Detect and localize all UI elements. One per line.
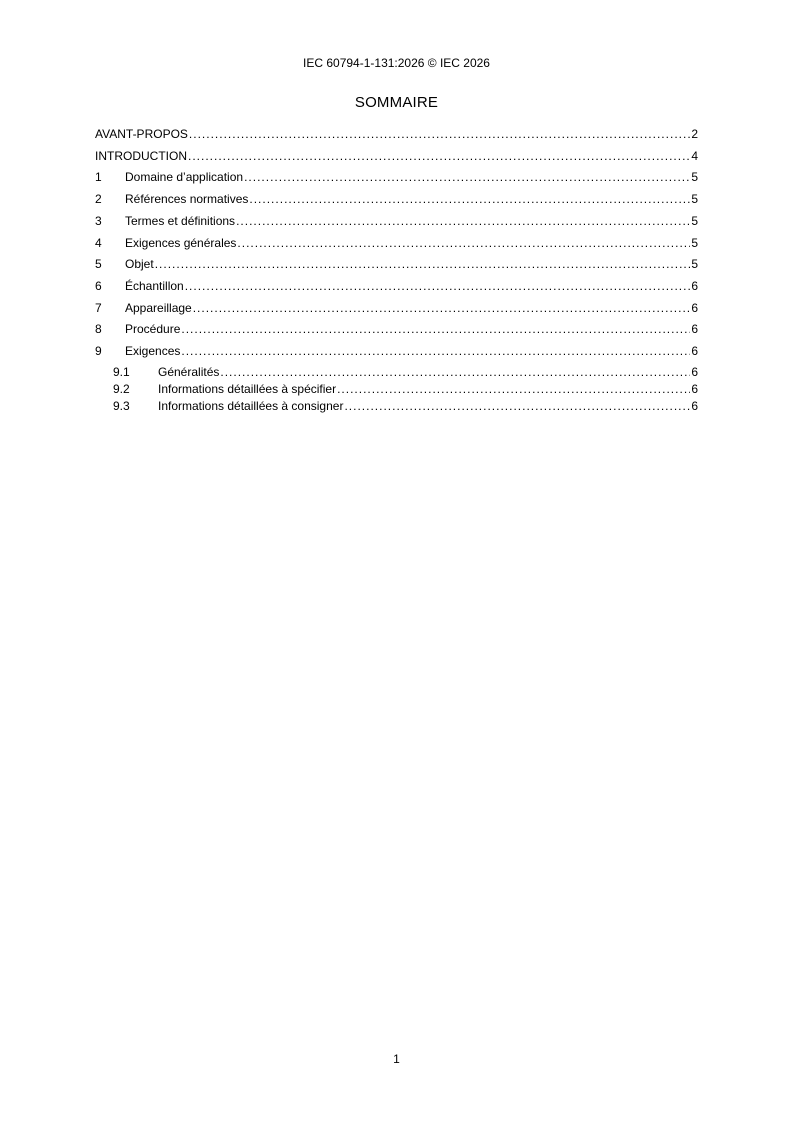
toc-clause-number: 9 xyxy=(95,344,102,359)
toc-label: Références normatives xyxy=(125,192,249,207)
toc-leader-dots xyxy=(237,233,690,255)
toc-page-number: 6 xyxy=(691,364,698,379)
toc-leader-dots xyxy=(188,146,690,168)
toc-page-number: 6 xyxy=(691,398,698,413)
toc-page-number: 2 xyxy=(691,127,698,141)
toc-label: Procédure xyxy=(125,322,181,337)
toc-page-number: 6 xyxy=(691,278,698,293)
toc-label: Généralités xyxy=(158,364,220,379)
document-header: IEC 60794-1-131:2026 © IEC 2026 xyxy=(303,56,490,70)
toc-page-number: 6 xyxy=(691,300,698,315)
toc-page-number: 4 xyxy=(691,148,698,163)
toc-label: Objet xyxy=(125,257,154,272)
toc-entry-clause-1[interactable] xyxy=(95,167,698,189)
toc-leader-dots xyxy=(155,254,691,276)
toc-entry-clause-5[interactable] xyxy=(95,254,698,276)
toc-leader-dots xyxy=(189,124,690,146)
toc-leader-dots xyxy=(236,211,690,233)
toc-clause-number: 9.1 xyxy=(113,364,130,379)
toc-leader-dots xyxy=(181,341,690,363)
toc-entry-foreword[interactable] xyxy=(95,124,698,146)
page-title: SOMMAIRE xyxy=(354,94,439,111)
toc-leader-dots xyxy=(244,167,690,189)
toc-leader-dots xyxy=(193,298,691,320)
toc-clause-number: 4 xyxy=(95,235,102,250)
toc-page-number: 5 xyxy=(691,213,698,228)
toc-label: Exigences générales xyxy=(125,235,237,250)
table-of-contents xyxy=(95,124,698,415)
toc-clause-number: 5 xyxy=(95,257,102,272)
toc-page-number: 6 xyxy=(691,344,698,359)
toc-clause-number: 6 xyxy=(95,278,102,293)
toc-clause-number: 9.2 xyxy=(113,381,130,396)
toc-leader-dots xyxy=(185,276,691,298)
toc-clause-number: 1 xyxy=(95,170,102,185)
toc-clause-number: 9.3 xyxy=(113,398,130,413)
toc-clause-number: 3 xyxy=(95,213,102,228)
toc-label: AVANT-PROPOS xyxy=(95,127,188,141)
toc-page-number: 5 xyxy=(691,257,698,272)
toc-entry-subclause-9-2[interactable] xyxy=(95,381,698,398)
toc-page-number: 6 xyxy=(691,322,698,337)
toc-entry-clause-9[interactable] xyxy=(95,341,698,363)
toc-entry-clause-4[interactable] xyxy=(95,233,698,255)
toc-leader-dots xyxy=(344,398,690,415)
toc-entry-clause-6[interactable] xyxy=(95,276,698,298)
toc-label: Échantillon xyxy=(125,278,184,293)
toc-label: Appareillage xyxy=(125,300,192,315)
toc-entry-subclause-9-3[interactable] xyxy=(95,398,698,415)
toc-clause-number: 7 xyxy=(95,300,102,315)
toc-entry-introduction[interactable] xyxy=(95,146,698,168)
toc-leader-dots xyxy=(249,189,690,211)
toc-label: Termes et définitions xyxy=(125,213,236,228)
toc-entry-subclause-9-1[interactable] xyxy=(95,364,698,381)
toc-entry-clause-3[interactable] xyxy=(95,211,698,233)
toc-page-number: 5 xyxy=(691,192,698,207)
toc-entry-clause-2[interactable] xyxy=(95,189,698,211)
toc-page-number: 6 xyxy=(691,381,698,396)
toc-entry-clause-7[interactable] xyxy=(95,298,698,320)
toc-entry-clause-8[interactable] xyxy=(95,319,698,341)
toc-label: Exigences xyxy=(125,344,181,359)
toc-clause-number: 8 xyxy=(95,322,102,337)
page-number: 1 xyxy=(393,1052,400,1066)
toc-clause-number: 2 xyxy=(95,192,102,207)
toc-leader-dots xyxy=(337,381,690,398)
toc-leader-dots xyxy=(220,364,690,381)
toc-label: INTRODUCTION xyxy=(95,148,187,163)
toc-label: Informations détaillées à consigner xyxy=(158,398,344,413)
toc-label: Domaine d’application xyxy=(125,170,244,185)
toc-page-number: 5 xyxy=(691,170,698,185)
toc-leader-dots xyxy=(181,319,690,341)
toc-page-number: 5 xyxy=(691,235,698,250)
toc-label: Informations détaillées à spécifier xyxy=(158,381,337,396)
